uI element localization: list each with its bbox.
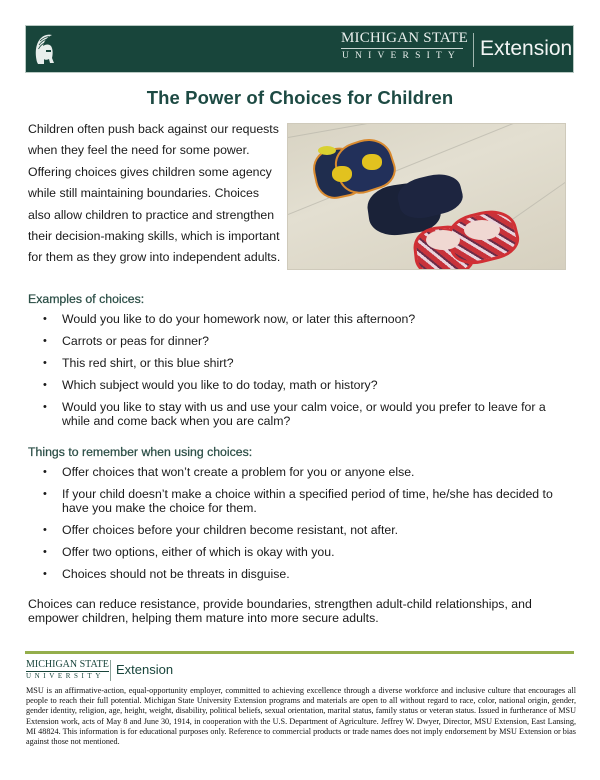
bear-patch: [362, 154, 382, 170]
footer-wordmark-university: UNIVERSITY: [26, 672, 104, 680]
extension-label: Extension: [480, 37, 573, 60]
footer-extension-label: Extension: [116, 662, 174, 677]
spartan-helmet-icon: [33, 32, 55, 68]
footer-rule: [25, 651, 574, 654]
nondiscrimination-disclaimer: MSU is an affirmative-action, equal-opportunity employer, committed to achieving excellence through a diverse workforce and inclusive culture that encourages all people to reach their full potential. Michigan State University Extension programs and materials are open to all without regard to race, color, national origin, gender, gender identity, religion, age, height, weight, disability, political beliefs, sexual orientation, marital status, family status or veteran status. Issued in furtherance of MSU Extension work, acts of May 8 and June 30, 1914, in cooperation with the U.S. Department of Agriculture. Jeffrey W. Dwyer, Director, MSU Extension, East Lansing, MI 48824. This information is for educational purposes only. Reference to commercial products or trade names does not imply endorsement by MSU Extension or bias against those not mentioned.: [26, 686, 576, 747]
bullet-icon: •: [43, 379, 47, 391]
wordmark-michigan-state: MICHIGAN STATE: [341, 30, 463, 49]
list-item: • Choices should not be threats in disguise.: [43, 567, 290, 581]
bullet-icon: •: [43, 466, 47, 478]
list-item: • If your child doesn’t make a choice within a specified period of time, he/she has decided to have you make the choice for them.: [43, 487, 553, 515]
shoe-insole: [426, 230, 460, 250]
header-band: [25, 25, 574, 73]
examples-heading: Examples of choices:: [28, 292, 145, 306]
slipper-lining: [318, 146, 336, 155]
remember-heading: Things to remember when using choices:: [28, 445, 253, 459]
examples-list: [28, 312, 576, 428]
header-divider: [473, 33, 474, 67]
list-item: • This red shirt, or this blue shirt?: [43, 356, 234, 370]
page-title: The Power of Choices for Children: [146, 87, 454, 108]
list-item: • Offer two options, either of which is okay with you.: [43, 545, 335, 559]
bullet-icon: •: [43, 524, 47, 536]
list-item: • Which subject would you like to do today, math or history?: [43, 378, 378, 392]
list-item: • Carrots or peas for dinner?: [43, 334, 209, 348]
shoes-photo: [287, 123, 566, 270]
list-item: • Would you like to do your homework now, or later this afternoon?: [43, 312, 416, 326]
bullet-icon: •: [43, 357, 47, 369]
remember-list: [28, 465, 576, 581]
shoe-insole: [464, 220, 500, 240]
list-item: • Would you like to stay with us and use your calm voice, or would you prefer to leave for a while and come back when you are calm?: [43, 400, 546, 428]
footer-logo-divider: [110, 660, 111, 681]
dark-sneaker: [394, 169, 466, 223]
bullet-icon: •: [43, 335, 47, 347]
msu-wordmark: [341, 30, 469, 68]
bullet-icon: •: [43, 568, 47, 580]
bullet-icon: •: [43, 546, 47, 558]
wordmark-university: UNIVERSITY: [342, 51, 461, 61]
footer-logo: [26, 659, 174, 685]
bullet-icon: •: [43, 488, 47, 500]
bullet-icon: •: [43, 313, 47, 325]
footer-wordmark-michigan-state: MICHIGAN STATE: [26, 659, 109, 670]
closing-paragraph: Choices can reduce resistance, provide boundaries, strengthen adult-child relationships, and empower children, helping them mature into more secure adults.: [28, 597, 532, 625]
tile-seam: [288, 123, 564, 138]
bullet-icon: •: [43, 401, 47, 413]
intro-paragraph: Children often push back against our requests when they feel the need for some power. Offering choices gives children some agency while still maintaining boundaries. Choices also allow children to practice and strengthen their decision-making skills, which is important for them as they grow into independent adults.: [28, 122, 281, 265]
list-item: • Offer choices before your children become resistant, not after.: [43, 523, 399, 537]
bear-patch: [332, 166, 352, 182]
list-item: • Offer choices that won’t create a problem for you or anyone else.: [43, 465, 415, 479]
